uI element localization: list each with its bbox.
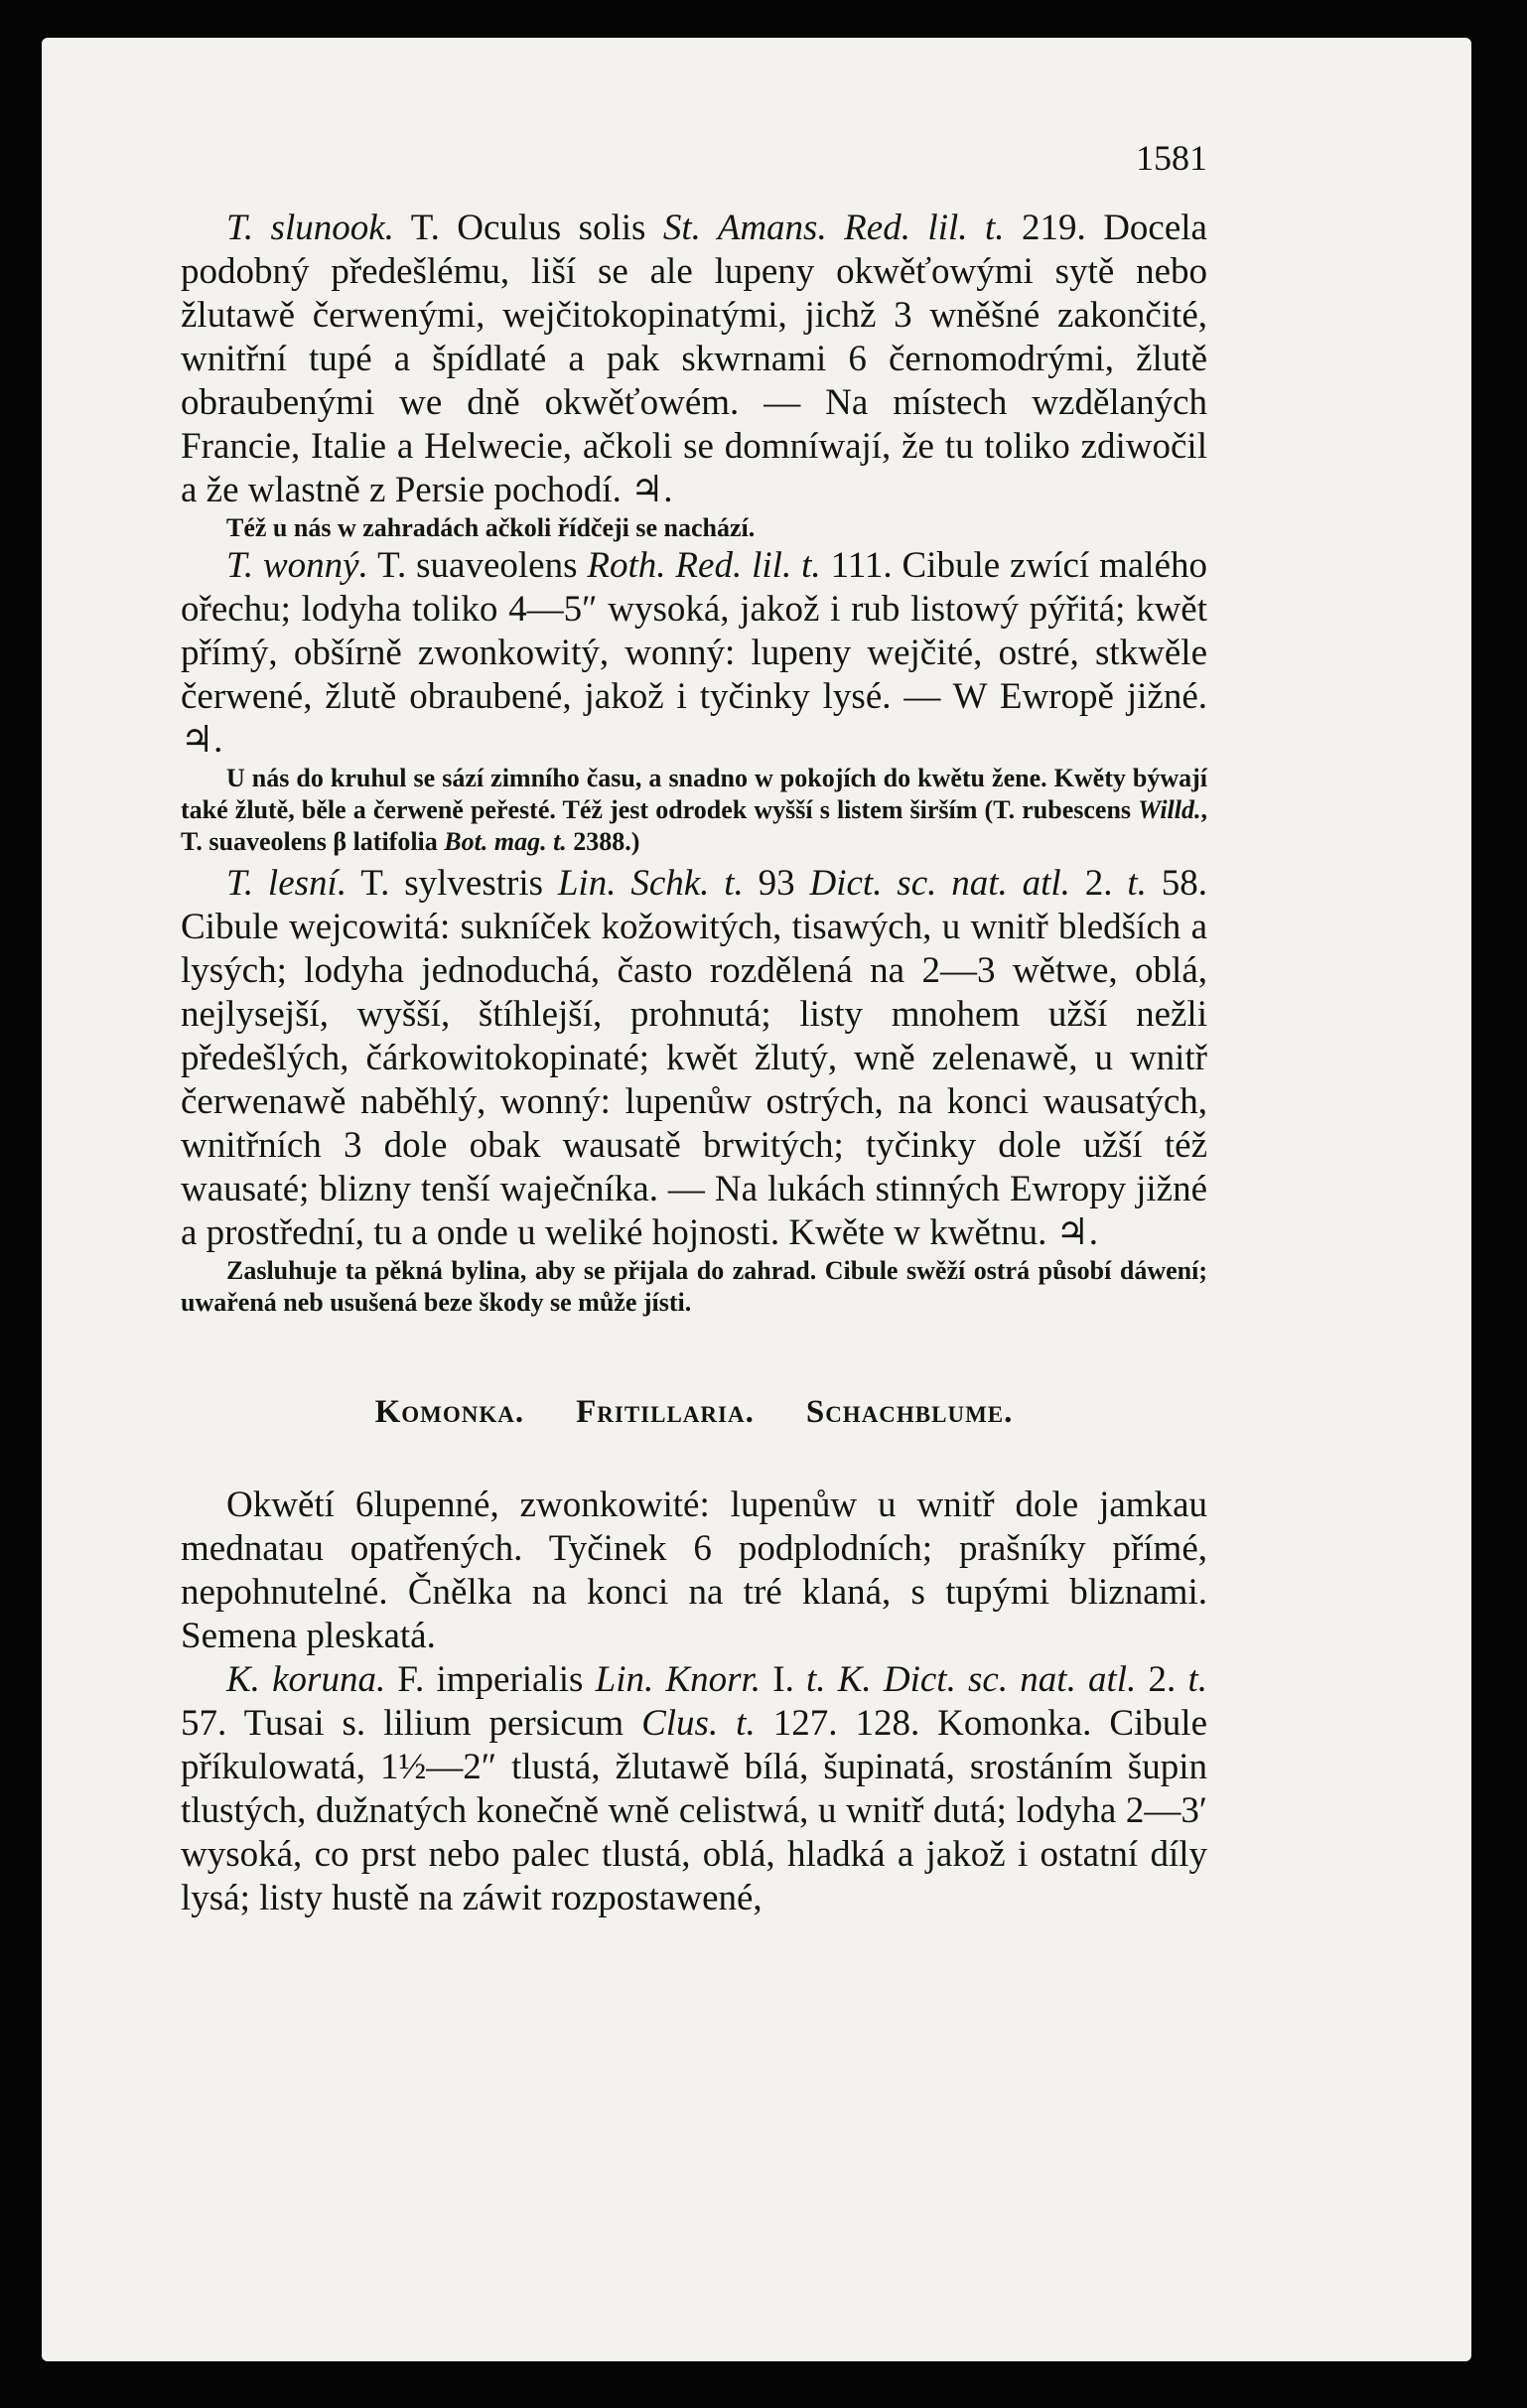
entry-text: 93 — [743, 863, 810, 904]
latin-name: T. suaveolens — [367, 545, 588, 586]
note-1: Též u nás w zahradách ačkoli řídčeji se nachází. — [226, 513, 756, 542]
note-3: Zasluhuje ta pěkná bylina, aby se přijala do zahrad. Cibule swěží ostrá působí dáwení; uwařená neb usušená beze škody se může jísti. — [181, 1256, 1207, 1317]
citation: Lin. Knorr. — [595, 1659, 762, 1700]
citation: Lin. Schk. t. — [557, 863, 744, 904]
entry-tulipa-sylvestris — [181, 862, 1207, 1255]
citation: Dict. sc. nat. atl. — [809, 863, 1070, 904]
note-text: , T. suaveolens β latifolia — [181, 795, 1207, 856]
note-text: U nás do kruhul se sází zimního času, a snadno w pokojích do kwětu žene. Kwěty býwají také žlutě, běle a čerweně peřesté. Též jest odrodek wyšší s listem širším (T. rubescens — [181, 764, 1207, 824]
entry-text: 111. Cibule zwící malého ořechu; lodyha toliko 4—5″ wysoká, jakož i rub listowý pýřitá; kwět přímý, obšírně zwonkowitý, wonný: lupeny wejčité, ostré, stkwěle čerwené, žlutě obraubené, jakož i tyčinky lysé. — W Ewropě jižné. ♃. — [181, 545, 1208, 761]
citation: Clus. t. — [641, 1703, 756, 1744]
entry-text: 57. Tusai s. lilium persicum — [181, 1703, 642, 1744]
entry-text: 219. Docela podobný předešlému, liší se ale lupeny okwěťowými sytě nebo žlutawě čerwenými, wejčitokopinatými, jichž 3 wněšné zakončité, wnitřní tupé a špídlaté a pak skwrnami 6 černomodrými, žlutě obraubenými we dně okwěťowém. — Na místech wzdělaných Francie, Italie a Helwecie, ačkoli se domníwají, že tu toliko zdiwočil a že wlastně z Persie pochodí. ♃. — [181, 208, 1207, 510]
species-name: K. koruna. — [226, 1659, 386, 1700]
citation: t. K. Dict. sc. nat. atl. — [806, 1659, 1137, 1700]
citation: Willd. — [1138, 795, 1201, 824]
page-body — [181, 207, 1207, 1920]
citation: Bot. mag. t. — [444, 827, 567, 856]
entry-text: 2. — [1136, 1659, 1188, 1700]
entry-tulipa-oculus-solis — [181, 207, 1207, 512]
genus-description: Okwětí 6lupenné, zwonkowité: lupenůw u wnitř dole jamkau mednatau opatřených. Tyčinek 6 podplodních; prašníky přímé, nepohnutelné. Čnělka na konci na tré klaná, s tupými bliznami. Semena pleskatá. — [181, 1485, 1207, 1656]
entry-text: 2. — [1069, 863, 1128, 904]
note-text: 2388.) — [566, 827, 640, 856]
citation: St. Amans. Red. lil. t. — [662, 208, 1005, 248]
entry-text: 127. 128. Komonka. Cibule příkulowatá, 1½—2″ tlustá, žlutawě bílá, šupinatá, srostáním šupin tlustých, dužnatých konečně wně celistwá, u wnitř dutá; lodyha 2—3′ wysoká, co prst nebo palec tlustá, oblá, hladká a jakož i ostatní díly lysá; listy hustě na záwit rozpostawené, — [181, 1703, 1207, 1918]
species-name: T. slunook. — [226, 208, 394, 248]
entry-text: 58. Cibule wejcowitá: sukníček kožowitých, tisawých, u wnitř bledších a lysých; lodyha jednoduchá, často rozdělená na 2—3 wětwe, oblá, nejlysejší, wyšší, štíhlejší, prohnutá; listy mnohem užší nežli předešlých, čárkowitokopinaté; kwět žlutý, wně zelenawě, u wnitř čerwenawě naběhlý, wonný: lupenůw ostrých, na konci wausatých, wnitřních 3 dole obak wausatě brwitých; tyčinky dole užší též wausaté; blizny tenší waječníka. — Na lukách stinných Ewropy jižné a prostřední, tu a onde u weliké hojnosti. Kwěte w kwětnu. ♃. — [181, 863, 1208, 1253]
entry-text: I. — [761, 1659, 807, 1700]
species-name: T. lesní. — [226, 863, 347, 904]
entry-tulipa-suaveolens — [181, 544, 1207, 763]
genus-heading — [181, 1390, 1207, 1434]
latin-name: T. sylvestris — [347, 863, 558, 904]
genus-german: Schachblume. — [805, 1394, 1014, 1430]
species-name: T. wonný. — [226, 545, 368, 586]
page-number: 1581 — [1136, 138, 1207, 178]
latin-name: F. imperialis — [385, 1659, 596, 1700]
latin-name: T. Oculus solis — [393, 208, 663, 248]
citation: t. — [1127, 863, 1147, 904]
entry-fritillaria-imperialis — [181, 1658, 1207, 1920]
genus-latin: Fritillaria. — [576, 1394, 755, 1430]
citation: Roth. Red. lil. t. — [587, 545, 821, 586]
citation: t. — [1187, 1659, 1208, 1700]
note-2 — [181, 763, 1207, 858]
genus-czech: Komonka. — [374, 1394, 525, 1430]
